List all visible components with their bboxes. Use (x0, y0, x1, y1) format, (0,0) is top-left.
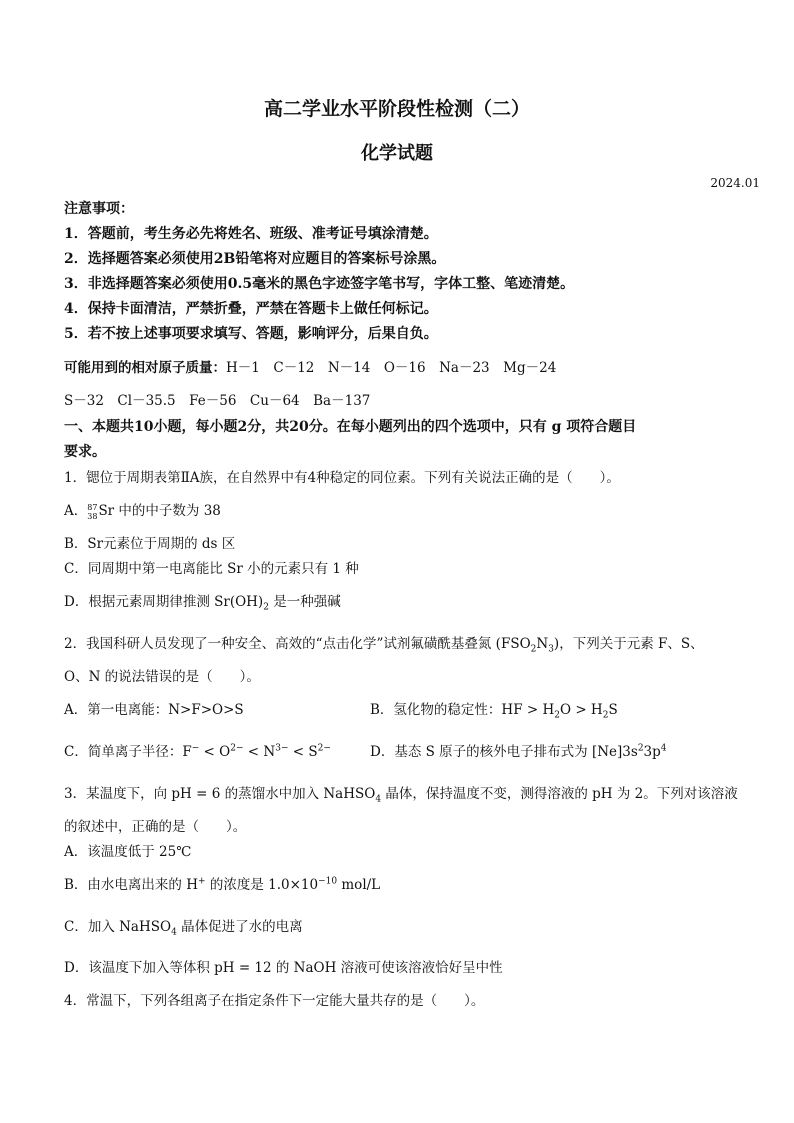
stem-text: 晶体，保持温度不变，测得溶液的 pH 为 2。下列对该溶液 (381, 786, 738, 802)
exam-date: 2024.01 (710, 176, 760, 190)
q4-stem: 4．常温下，下列各组离子在指定条件下一定能大量共存的是（ ）。 (64, 993, 485, 1009)
option-text: < S (288, 744, 318, 760)
stem-text: )，下列关于元素 F、S、 (553, 636, 704, 652)
option-label: A． (64, 503, 88, 519)
option-text: B．氢化物的稳定性：HF > H (370, 702, 555, 718)
notice-item: 5．若不按上述事项要求填写、答题，影响评分，后果自负。 (64, 326, 438, 342)
option-text: 的浓度是 1.0×10 (205, 877, 319, 893)
q2-stem (64, 632, 704, 655)
q2-stem-cont: O、N 的说法错误的是（ ）。 (64, 669, 260, 685)
option-text: 晶体促进了水的电离 (176, 919, 303, 935)
q1-option-a (64, 499, 221, 521)
option-text: 是一种强碱 (268, 594, 341, 610)
atomic-mass-label: 可能用到的相对原子质量： (64, 360, 226, 376)
q3-stem (64, 782, 738, 805)
stem-text: 2．我国科研人员发现了一种安全、高效的“点击化学”试剂氟磺酰基叠氮 (FSO (64, 636, 531, 652)
q3-option-d: D．该温度下加入等体积 pH = 12 的 NaOH 溶液可使该溶液恰好呈中性 (64, 960, 503, 976)
superscript: + (198, 876, 206, 887)
atomic-mass-values: H－1 C－12 N－14 O－16 Na－23 Mg－24 (226, 360, 557, 376)
q3-option-a: A．该温度低于 25℃ (64, 844, 192, 860)
option-text: Sr 中的中子数为 38 (98, 503, 221, 519)
option-text: D．基态 S 原子的核外电子排布式为 [Ne]3s (370, 744, 638, 760)
superscript: 4 (660, 743, 667, 754)
notice-item: 1．答题前，考生务必先将姓名、班级、准考证号填涂清楚。 (64, 226, 438, 242)
stem-text: N (536, 636, 549, 652)
subscript: 3 (548, 644, 554, 655)
superscript: 2 (637, 743, 644, 754)
exam-subtitle: 化学试题 (361, 143, 433, 164)
stem-text: 3．某温度下，向 pH = 6 的蒸馏水中加入 NaHSO (64, 786, 376, 802)
notice-item: 3．非选择题答案必须使用0.5毫米的黑色字迹签字笔书写，字体工整、笔迹清楚。 (64, 276, 575, 292)
superscript: −10 (318, 876, 338, 887)
q1-stem: 1．锶位于周期表第ⅡA族，在自然界中有4种稳定的同位素。下列有关说法正确的是（ ）。 (64, 470, 620, 486)
option-text: 3p (643, 744, 661, 760)
q3-option-b (64, 873, 380, 893)
option-text: < N (243, 744, 276, 760)
atomic-mass-values-2: S－32 Cl－35.5 Fe－56 Cu－64 Ba－137 (64, 393, 371, 409)
q2-option-d (370, 740, 667, 760)
notice-item: 2．选择题答案必须使用2B铅笔将对应题目的答案标号涂黑。 (64, 251, 446, 267)
subscript: 2 (530, 644, 537, 655)
subscript: 4 (375, 794, 382, 805)
q3-option-c (64, 915, 303, 938)
subscript: 4 (171, 927, 177, 938)
q2-option-b (370, 698, 618, 721)
notice-heading: 注意事项： (64, 201, 134, 217)
superscript: − (191, 743, 200, 754)
option-text: S (608, 702, 618, 718)
option-text: mol/L (337, 877, 381, 893)
q1-option-c: C．同周期中第一电离能比 Sr 小的元素只有 1 种 (64, 561, 359, 577)
q2-option-a: A．第一电离能：N>F>O>S (64, 702, 244, 718)
q2-option-c (64, 740, 331, 760)
atomic-mass-line (64, 356, 556, 376)
q1-option-b: B．Sr元素位于周期的 ds 区 (64, 536, 236, 552)
notice-item: 4．保持卡面清洁，严禁折叠，严禁在答题卡上做任何标记。 (64, 301, 438, 317)
q3-stem-cont: 的叙述中，正确的是（ ）。 (64, 819, 247, 835)
subscript: 2 (554, 710, 560, 721)
option-text: < O (199, 744, 231, 760)
option-text: D．根据元素周期律推测 Sr(OH) (64, 594, 264, 610)
subscript: 2 (602, 710, 609, 721)
superscript: 2− (230, 743, 244, 754)
section-heading: 一、本题共10小题，每小题2分，共20分。在每小题列出的四个选项中，只有 g 项符合题目 (64, 419, 637, 435)
option-text: C．加入 NaHSO (64, 919, 172, 935)
exam-title: 高二学业水平阶段性检测（二） (263, 98, 530, 120)
section-heading-cont: 要求。 (64, 444, 106, 460)
subscript: 2 (263, 602, 269, 613)
atomic-number: 38 (87, 511, 98, 521)
superscript: 2− (317, 743, 331, 754)
option-text: B．由水电离出来的 H (64, 877, 198, 893)
q1-option-d (64, 590, 341, 613)
mass-number: 87 (87, 502, 98, 512)
option-text: O > H (559, 702, 603, 718)
superscript: 3− (275, 743, 289, 754)
option-text: C．简单离子半径：F (64, 744, 192, 760)
